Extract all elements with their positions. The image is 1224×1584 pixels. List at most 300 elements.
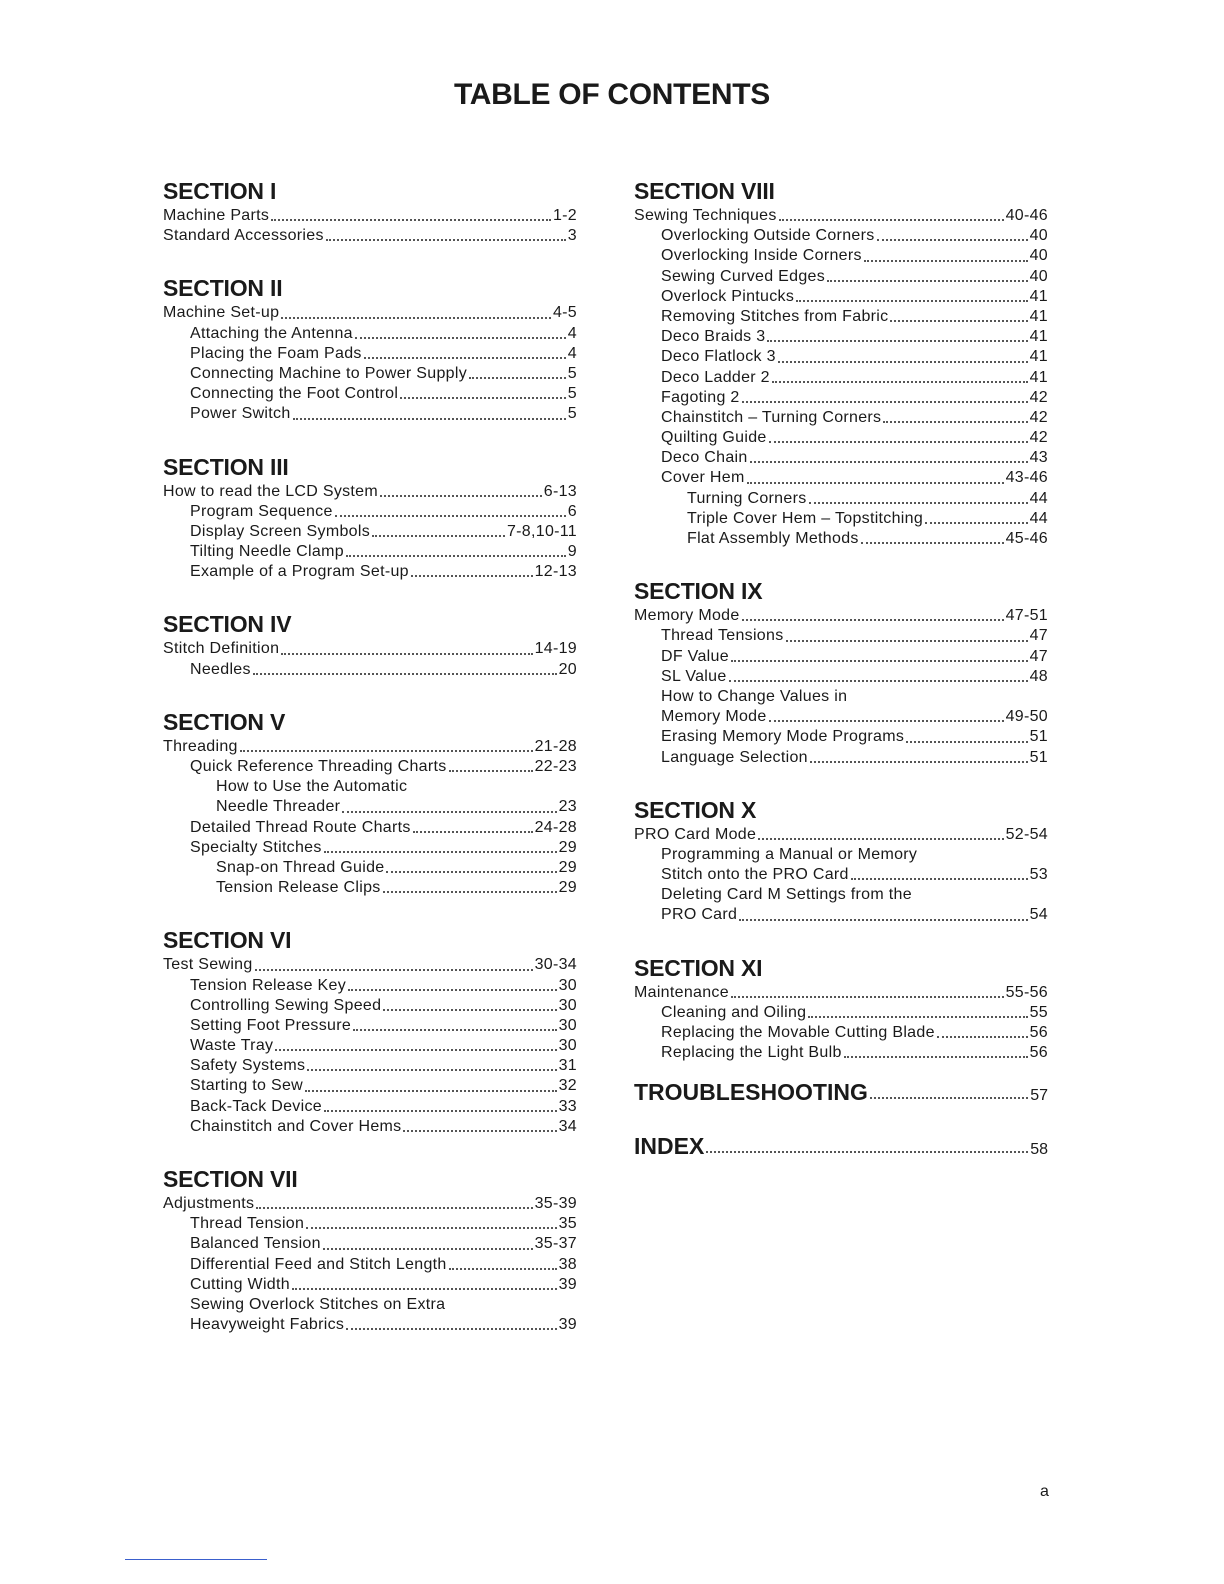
entry-page: 30-34 <box>534 956 577 974</box>
toc-entry <box>163 502 577 522</box>
toc-section <box>634 176 1048 549</box>
toc-entry <box>163 777 577 797</box>
entry-page: 22-23 <box>534 758 577 775</box>
leader-dots <box>255 969 533 971</box>
leader-dots <box>469 377 566 379</box>
leader-dots <box>324 851 557 853</box>
entry-page: 4 <box>567 344 577 362</box>
toc-entry <box>163 344 577 364</box>
entry-label: Needles <box>190 660 251 678</box>
toc-entry <box>634 626 1048 646</box>
toc-entry <box>634 727 1048 747</box>
leader-dots <box>364 357 566 359</box>
entry-label: Tension Release Clips <box>216 879 381 897</box>
leader-dots <box>925 522 1028 524</box>
toc-right-column <box>634 176 1048 1161</box>
leader-dots <box>383 1009 556 1011</box>
entry-page: 24-28 <box>534 818 577 836</box>
toc-entry <box>634 1003 1048 1023</box>
entry-label: Adjustments <box>163 1195 255 1212</box>
entry-label: Sewing Techniques <box>634 207 777 224</box>
entry-page: 39 <box>558 1275 577 1293</box>
toc-entry <box>163 206 577 226</box>
entry-page: 14-19 <box>534 640 577 658</box>
entry-label: Balanced Tension <box>190 1235 321 1253</box>
toc-entry <box>634 226 1048 246</box>
toc-entry <box>634 428 1048 448</box>
leader-dots <box>758 838 1003 840</box>
entry-page: 47 <box>1029 627 1048 645</box>
leader-dots <box>324 1110 557 1112</box>
toc-entry <box>163 303 577 323</box>
entry-label: Sewing Curved Edges <box>661 267 826 285</box>
leader-dots <box>346 555 566 557</box>
leader-dots <box>779 219 1004 221</box>
entry-page: 35-37 <box>534 1235 577 1253</box>
entry-page: 5 <box>567 385 577 403</box>
entry-label: Placing the Foam Pads <box>190 344 362 362</box>
toc-entry <box>634 489 1048 509</box>
entry-label: Test Sewing <box>163 956 253 974</box>
toc-entry <box>163 1234 577 1254</box>
toc-entry <box>634 509 1048 529</box>
toc-entry <box>163 1214 577 1234</box>
entry-label: How to read the LCD System <box>163 482 378 500</box>
entry-label: Flat Assembly Methods <box>687 530 859 547</box>
leader-dots <box>827 280 1028 282</box>
entry-page: 49-50 <box>1005 708 1048 726</box>
entry-label: Differential Feed and Stitch Length <box>190 1255 447 1273</box>
entry-label: Needle Threader <box>216 798 341 816</box>
toc-entry <box>163 1295 577 1315</box>
leader-dots <box>403 1130 556 1132</box>
leader-dots <box>742 401 1028 403</box>
entry-label: How to Use the Automatic <box>216 778 408 796</box>
toc-entry <box>634 905 1048 925</box>
toc-entry <box>634 327 1048 347</box>
leader-dots <box>346 1328 556 1330</box>
leader-dots <box>851 878 1028 880</box>
entry-label: Replacing the Light Bulb <box>661 1044 842 1062</box>
entry-label: Maintenance <box>634 983 729 1001</box>
toc-entry <box>634 983 1048 1003</box>
leader-dots <box>353 1029 557 1031</box>
toc-entry <box>163 1076 577 1096</box>
entry-label: Replacing the Movable Cutting Blade <box>661 1024 935 1041</box>
toc-entry <box>163 384 577 404</box>
toc-entry <box>163 878 577 898</box>
entry-page: 47 <box>1029 647 1048 665</box>
entry-label: Snap-on Thread Guide <box>216 858 385 876</box>
entry-page: 29 <box>558 858 577 876</box>
entry-page: 51 <box>1029 748 1048 766</box>
leader-dots <box>750 461 1028 463</box>
entry-label: Triple Cover Hem – Topstitching <box>687 509 924 527</box>
entry-label: Program Sequence <box>190 502 333 520</box>
entry-page: 41 <box>1029 368 1048 386</box>
entry-label: Deco Chain <box>661 449 748 467</box>
toc-entry <box>163 757 577 777</box>
section-heading: SECTION IV <box>163 611 292 638</box>
leader-dots <box>706 1151 1028 1153</box>
leader-dots <box>293 418 566 420</box>
entry-label: Standard Accessories <box>163 227 324 245</box>
entry-label: PRO Card <box>661 906 738 924</box>
toc-entry <box>634 845 1048 865</box>
entry-page: 30 <box>558 1037 577 1055</box>
entry-label: Machine Set-up <box>163 304 280 322</box>
toc-entry <box>634 707 1048 727</box>
entry-label: Removing Stitches from Fabric <box>661 307 889 325</box>
entry-label: Deco Flatlock 3 <box>661 348 776 366</box>
entry-label: Quilting Guide <box>661 429 767 447</box>
leader-dots <box>355 337 566 339</box>
entry-page: 12-13 <box>534 563 577 581</box>
index-page: 58 <box>1030 1141 1048 1159</box>
toc-left-column <box>163 176 577 1335</box>
entry-label: Cover Hem <box>661 469 745 487</box>
entry-label: Thread Tensions <box>661 627 784 645</box>
section-heading: SECTION VIII <box>634 178 775 204</box>
entry-label: Connecting Machine to Power Supply <box>190 364 468 382</box>
leader-dots <box>386 871 556 873</box>
entry-page: 30 <box>558 996 577 1014</box>
entry-label: Back-Tack Device <box>190 1097 322 1115</box>
entry-page: 40 <box>1029 227 1048 245</box>
entry-page: 5 <box>567 405 577 423</box>
entry-page: 34 <box>558 1117 577 1135</box>
entry-label: Starting to Sew <box>190 1077 303 1095</box>
entry-label: Controlling Sewing Speed <box>190 996 382 1014</box>
leader-dots <box>810 761 1028 763</box>
entry-label: Power Switch <box>190 405 291 423</box>
entry-label: Stitch onto the PRO Card <box>661 866 849 884</box>
entry-label: DF Value <box>661 647 729 665</box>
leader-dots <box>729 680 1028 682</box>
leader-dots <box>883 421 1027 423</box>
entry-label: Tension Release Key <box>190 976 347 994</box>
entry-label: Tilting Needle Clamp <box>190 543 344 561</box>
entry-page: 35 <box>558 1215 577 1233</box>
toc-section <box>163 609 577 679</box>
entry-page: 56 <box>1029 1044 1048 1062</box>
section-heading: SECTION X <box>634 796 757 823</box>
toc-section <box>634 576 1048 768</box>
entry-page: 54 <box>1029 906 1048 924</box>
entry-page: 39 <box>558 1316 577 1334</box>
entry-label: Specialty Stitches <box>190 838 322 856</box>
entry-page: 55-56 <box>1005 983 1048 1001</box>
leader-dots <box>796 300 1027 302</box>
entry-page: 41 <box>1029 287 1048 305</box>
leader-dots <box>413 831 533 833</box>
entry-page: 43 <box>1029 449 1048 467</box>
entry-page: 35-39 <box>534 1195 577 1212</box>
leader-dots <box>372 535 505 537</box>
entry-label: PRO Card Mode <box>634 825 757 843</box>
toc-entry <box>634 687 1048 707</box>
leader-dots <box>870 1097 1028 1099</box>
toc-entry <box>163 226 577 246</box>
section-heading: SECTION III <box>163 453 289 480</box>
leader-dots <box>877 239 1028 241</box>
toc-entry <box>163 737 577 757</box>
entry-page: 31 <box>558 1057 577 1075</box>
troubleshooting-label: TROUBLESHOOTING <box>634 1079 868 1106</box>
entry-label: Deleting Card M Settings from the <box>661 886 912 904</box>
toc-entry <box>634 347 1048 367</box>
toc-entry <box>163 955 577 975</box>
toc-entry <box>634 1023 1048 1043</box>
section-heading: SECTION XI <box>634 954 763 981</box>
toc-entry <box>634 267 1048 287</box>
entry-label: Language Selection <box>661 748 808 766</box>
entry-label: Memory Mode <box>661 708 767 726</box>
toc-entry <box>163 364 577 384</box>
entry-label: Display Screen Symbols <box>190 522 370 540</box>
page-title: TABLE OF CONTENTS <box>454 78 770 111</box>
leader-dots <box>380 495 542 497</box>
leader-dots <box>400 397 566 399</box>
section-heading: SECTION IX <box>634 578 763 605</box>
leader-dots <box>861 542 1004 544</box>
entry-page: 43-46 <box>1005 469 1048 487</box>
entry-label: SL Value <box>661 667 727 685</box>
toc-entry <box>163 404 577 424</box>
entry-label: Cleaning and Oiling <box>661 1003 807 1021</box>
leader-dots <box>906 741 1027 743</box>
entry-page: 33 <box>558 1097 577 1115</box>
entry-page: 56 <box>1029 1024 1048 1041</box>
entry-label: Chainstitch – Turning Corners <box>661 408 882 426</box>
toc-entry <box>163 1194 577 1214</box>
toc-entry <box>163 1275 577 1295</box>
leader-dots <box>844 1056 1028 1058</box>
entry-page: 30 <box>558 976 577 994</box>
toc-entry <box>634 885 1048 905</box>
entry-label: Sewing Overlock Stitches on Extra <box>190 1295 446 1313</box>
leader-dots <box>348 989 557 991</box>
leader-dots <box>275 1049 556 1051</box>
entry-page: 55 <box>1029 1003 1048 1021</box>
toc-entry <box>634 408 1048 428</box>
entry-page: 5 <box>567 364 577 382</box>
toc-section <box>163 1164 577 1335</box>
entry-page: 38 <box>558 1255 577 1273</box>
toc-entry <box>163 482 577 502</box>
leader-dots <box>335 515 566 517</box>
entry-page: 42 <box>1029 429 1048 447</box>
leader-dots <box>411 575 533 577</box>
leader-dots <box>253 673 557 675</box>
toc-entry <box>163 1255 577 1275</box>
entry-page: 40 <box>1029 267 1048 285</box>
leader-dots <box>731 660 1028 662</box>
entry-page: 42 <box>1029 408 1048 426</box>
entry-label: Overlocking Inside Corners <box>661 247 862 265</box>
toc-section <box>163 707 577 899</box>
leader-dots <box>383 891 557 893</box>
toc-entry <box>634 865 1048 885</box>
entry-label: Memory Mode <box>634 607 740 625</box>
entry-page: 41 <box>1029 307 1048 325</box>
toc-entry <box>634 307 1048 327</box>
entry-label: How to Change Values in <box>661 687 848 705</box>
entry-page: 32 <box>558 1077 577 1095</box>
toc-section <box>163 273 577 424</box>
toc-entry <box>163 1117 577 1137</box>
toc-section <box>163 925 577 1137</box>
leader-dots <box>307 1069 556 1071</box>
entry-page: 41 <box>1029 348 1048 366</box>
leader-dots <box>326 239 566 241</box>
toc-entry <box>163 818 577 838</box>
leader-dots <box>739 919 1027 921</box>
leader-dots <box>281 653 532 655</box>
toc-entry <box>634 647 1048 667</box>
entry-page: 51 <box>1029 728 1048 746</box>
entry-page: 1-2 <box>552 207 577 224</box>
toc-entry <box>634 206 1048 226</box>
entry-page: 48 <box>1029 667 1048 685</box>
entry-page: 47-51 <box>1005 607 1048 625</box>
toc-entry <box>163 976 577 996</box>
entry-label: Stitch Definition <box>163 640 280 658</box>
entry-page: 45-46 <box>1005 530 1048 547</box>
entry-label: Threading <box>163 737 238 755</box>
leader-dots <box>809 502 1028 504</box>
toc-entry <box>163 639 577 659</box>
toc-section <box>634 953 1048 1064</box>
entry-label: Chainstitch and Cover Hems <box>190 1117 402 1135</box>
entry-label: Overlock Pintucks <box>661 287 795 305</box>
leader-dots <box>742 619 1004 621</box>
entry-label: Erasing Memory Mode Programs <box>661 728 905 746</box>
entry-label: Deco Ladder 2 <box>661 368 770 386</box>
footer-rule <box>125 1559 267 1560</box>
leader-dots <box>292 1288 557 1290</box>
entry-page: 4-5 <box>552 304 577 322</box>
entry-page: 44 <box>1029 489 1048 507</box>
toc-entry <box>634 448 1048 468</box>
leader-dots <box>271 219 551 221</box>
entry-page: 7-8,10-11 <box>506 522 577 540</box>
toc-entry <box>163 1036 577 1056</box>
toc-entry <box>163 522 577 542</box>
entry-label: Setting Foot Pressure <box>190 1016 352 1034</box>
entry-label: Deco Braids 3 <box>661 328 766 346</box>
leader-dots <box>937 1036 1028 1038</box>
entry-page: 41 <box>1029 328 1048 346</box>
entry-label: Connecting the Foot Control <box>190 385 399 403</box>
leader-dots <box>864 260 1028 262</box>
toc-entry <box>163 1097 577 1117</box>
toc-entry <box>634 287 1048 307</box>
toc-section <box>634 795 1048 926</box>
entry-label: Cutting Width <box>190 1275 290 1293</box>
toc-entry <box>634 825 1048 845</box>
leader-dots <box>731 996 1004 998</box>
entry-label: Safety Systems <box>190 1057 306 1075</box>
toc-entry <box>163 660 577 680</box>
entry-page: 40 <box>1029 247 1048 265</box>
leader-dots <box>772 381 1028 383</box>
troubleshooting-entry <box>634 1077 1048 1107</box>
entry-label: Fagoting 2 <box>661 388 740 406</box>
leader-dots <box>342 811 556 813</box>
entry-label: Machine Parts <box>163 207 270 224</box>
entry-page: 40-46 <box>1005 207 1048 224</box>
page-marker: a <box>1040 1483 1049 1500</box>
toc-entry <box>634 606 1048 626</box>
entry-label: Heavyweight Fabrics <box>190 1316 345 1334</box>
entry-page: 52-54 <box>1005 825 1048 843</box>
toc-entry <box>634 368 1048 388</box>
leader-dots <box>767 340 1027 342</box>
section-heading: SECTION VII <box>163 1166 298 1192</box>
toc-entry <box>163 858 577 878</box>
entry-label: Programming a Manual or Memory <box>661 845 918 863</box>
entry-page: 21-28 <box>534 737 577 755</box>
toc-entry <box>634 246 1048 266</box>
entry-label: Detailed Thread Route Charts <box>190 818 411 836</box>
toc-section <box>163 452 577 583</box>
index-entry <box>634 1131 1048 1161</box>
toc-entry <box>163 996 577 1016</box>
entry-label: Quick Reference Threading Charts <box>190 758 447 775</box>
leader-dots <box>769 441 1028 443</box>
section-heading: SECTION VI <box>163 927 292 954</box>
leader-dots <box>240 750 533 752</box>
leader-dots <box>747 482 1004 484</box>
leader-dots <box>786 640 1028 642</box>
toc-entry <box>163 562 577 582</box>
index-label: INDEX <box>634 1133 705 1160</box>
entry-label: Overlocking Outside Corners <box>661 227 875 245</box>
leader-dots <box>305 1090 557 1092</box>
entry-label: Turning Corners <box>687 489 807 507</box>
toc-section <box>163 176 577 246</box>
section-heading: SECTION V <box>163 708 286 735</box>
toc-entry <box>163 797 577 817</box>
leader-dots <box>769 720 1004 722</box>
leader-dots <box>449 770 533 772</box>
entry-page: 6-13 <box>543 482 577 500</box>
toc-entry <box>163 324 577 344</box>
entry-label: Example of a Program Set-up <box>190 563 409 581</box>
toc-entry <box>634 529 1048 549</box>
toc-entry <box>634 388 1048 408</box>
entry-label: Thread Tension <box>190 1215 305 1233</box>
toc-entry <box>163 542 577 562</box>
entry-page: 20 <box>558 660 577 678</box>
leader-dots <box>449 1268 557 1270</box>
toc-entry <box>163 1016 577 1036</box>
toc-entry <box>634 748 1048 768</box>
entry-page: 42 <box>1029 388 1048 406</box>
leader-dots <box>323 1248 533 1250</box>
toc-entry <box>163 838 577 858</box>
troubleshooting-page: 57 <box>1030 1087 1048 1105</box>
leader-dots <box>281 317 551 319</box>
leader-dots <box>808 1016 1027 1018</box>
entry-page: 29 <box>558 879 577 897</box>
toc-entry <box>634 468 1048 488</box>
leader-dots <box>256 1207 532 1209</box>
entry-page: 4 <box>567 324 577 342</box>
entry-label: Attaching the Antenna <box>190 324 353 342</box>
leader-dots <box>306 1227 556 1229</box>
